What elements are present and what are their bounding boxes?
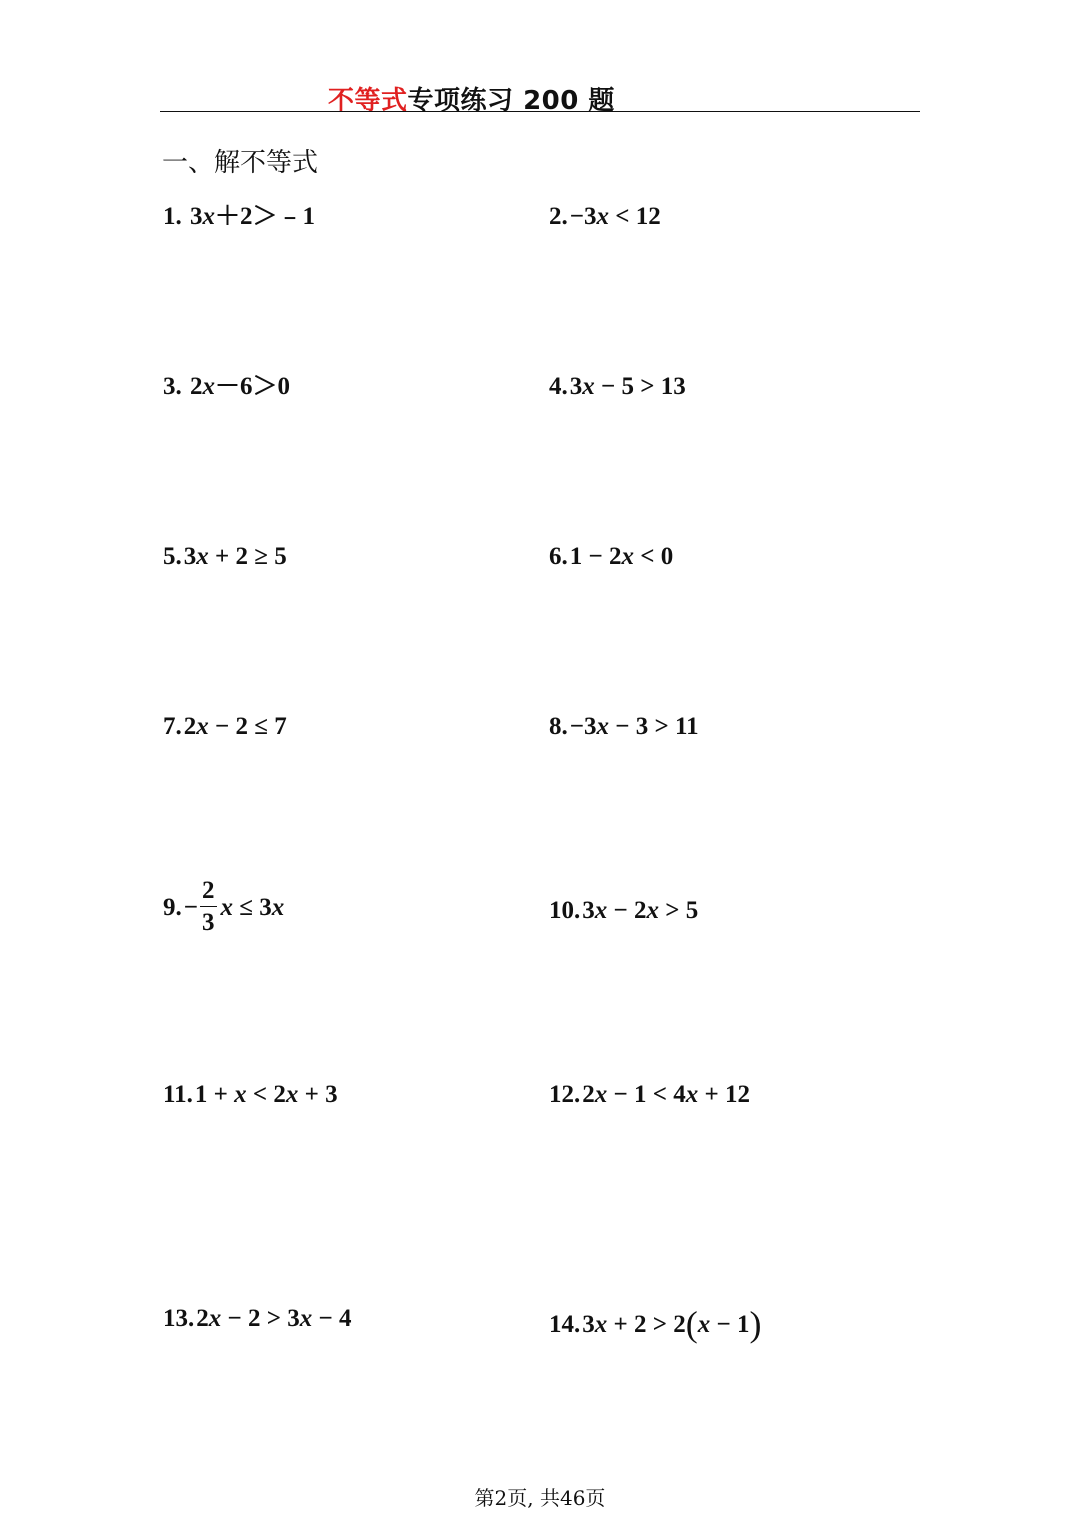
header-rule bbox=[160, 111, 920, 112]
title-rest: 专项练习 200 题 bbox=[407, 86, 615, 116]
problem-1: 1. 3x＋2＞﹣1 bbox=[163, 203, 316, 230]
section-heading: 一、解不等式 bbox=[162, 148, 319, 178]
problem-8: 8.−3x − 3 > 11 bbox=[549, 713, 699, 740]
problem-2: 2.−3x < 12 bbox=[549, 203, 661, 230]
problem-11: 11.1 + x < 2x + 3 bbox=[163, 1081, 338, 1108]
page-number: 第2页, 共46页 bbox=[474, 1486, 606, 1510]
problem-10: 10.3x − 2x > 5 bbox=[549, 897, 699, 924]
problem-13: 13.2x − 2 > 3x − 4 bbox=[163, 1305, 352, 1332]
problem-9: 9.− $\frac{2}{3}$ x ≤ 3x bbox=[163, 877, 285, 937]
fraction: $\frac{2}{3}$ bbox=[202, 877, 215, 937]
problem-12: 12.2x − 1 < 4x + 12 bbox=[549, 1081, 750, 1108]
problem-6: 6.1 − 2x < 0 bbox=[549, 543, 674, 570]
problem-14: 14.3x + 2 > 2(x − 1) bbox=[549, 1304, 762, 1344]
problem-5: 5.3x + 2 ≥ 5 bbox=[163, 543, 287, 570]
problem-7: 7.2x − 2 ≤ 7 bbox=[163, 713, 287, 740]
title-highlight: 不等式 bbox=[328, 86, 408, 116]
problem-4: 4.3x − 5 > 13 bbox=[549, 373, 686, 400]
problem-3: 3. 2x－6＞0 bbox=[163, 373, 291, 400]
